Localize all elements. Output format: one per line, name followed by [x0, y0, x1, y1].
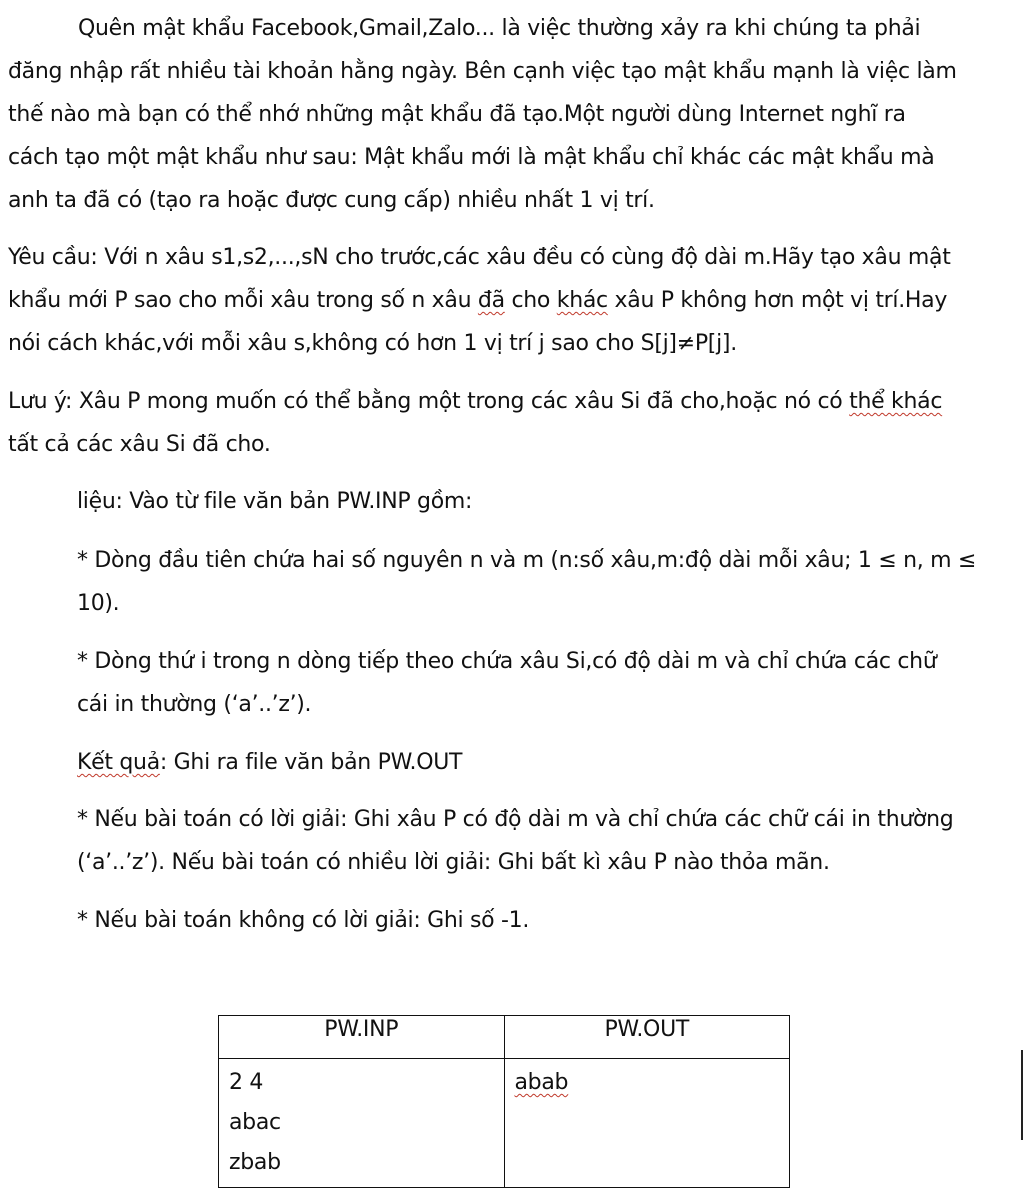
output-heading-text: : Ghi ra file văn bản PW.OUT — [159, 750, 463, 775]
table-cell-input — [219, 1059, 505, 1188]
intro-line: thế nào mà bạn có thể nhớ những mật khẩu đã tạo.Một người dùng Internet nghĩ ra — [8, 102, 906, 127]
spellcheck-word: thể khác — [849, 389, 943, 414]
requirement-line: Yêu cầu: Với n xâu s1,s2,...,sN cho trước,các xâu đều có cùng độ dài m.Hãy tạo xâu mật — [8, 245, 951, 270]
output-bullet-2: * Nếu bài toán không có lời giải: Ghi số -1. — [77, 908, 530, 933]
table-cell-output — [504, 1059, 790, 1188]
table-header-output: PW.OUT — [504, 1016, 790, 1059]
note-text: Lưu ý: Xâu P mong muốn có thể bằng một trong các xâu Si đã cho,hoặc nó có — [8, 389, 850, 414]
example-table — [218, 1015, 790, 1188]
page-edge-divider — [1021, 1050, 1023, 1140]
table-header-input: PW.INP — [219, 1016, 505, 1059]
note-line: tất cả các xâu Si đã cho. — [8, 432, 271, 457]
requirement-text: cho — [504, 288, 557, 313]
input-bullet-1 — [77, 539, 1022, 625]
input-bullet-line: cái in thường (‘a’..’z’). — [77, 692, 312, 717]
output-bullet-line: * Nếu bài toán có lời giải: Ghi xâu P có độ dài m và chỉ chứa các chữ cái in thường — [77, 807, 954, 832]
table-header-row — [219, 1016, 790, 1059]
requirement-line — [8, 279, 1018, 322]
output-heading — [77, 741, 1022, 784]
requirement-line: nói cách khác,với mỗi xâu s,không có hơn 1 vị trí j sao cho S[j]≠P[j]. — [8, 331, 737, 356]
spellcheck-word: khác — [556, 288, 608, 313]
input-heading: liệu: Vào từ file văn bản PW.INP gồm: — [77, 489, 473, 514]
input-line: 2 4 — [229, 1070, 264, 1095]
requirement-text: xâu P không hơn một vị trí.Hay — [607, 288, 948, 313]
input-bullet-2 — [77, 640, 1022, 726]
output-line — [515, 1063, 780, 1103]
requirement-text: khẩu mới P sao cho mỗi xâu trong số n xâu — [8, 288, 478, 313]
intro-line: anh ta đã có (tạo ra hoặc được cung cấp) nhiều nhất 1 vị trí. — [8, 188, 655, 213]
input-line: abac — [229, 1110, 281, 1135]
intro-paragraph — [8, 7, 1018, 222]
table-row — [219, 1059, 790, 1188]
note-line — [8, 380, 1018, 423]
intro-line: cách tạo một mật khẩu như sau: Mật khẩu mới là mật khẩu chỉ khác các mật khẩu mà — [8, 145, 935, 170]
output-bullet-line: (‘a’..’z’). Nếu bài toán có nhiều lời giải: Ghi bất kì xâu P nào thỏa mãn. — [77, 850, 830, 875]
input-bullet-line: * Dòng thứ i trong n dòng tiếp theo chứa xâu Si,có độ dài m và chỉ chứa các chữ — [77, 649, 937, 674]
input-line: zbab — [229, 1150, 281, 1175]
output-value: abab — [514, 1070, 569, 1095]
requirement-paragraph — [8, 236, 1018, 365]
intro-line: đăng nhập rất nhiều tài khoản hằng ngày. Bên cạnh việc tạo mật khẩu mạnh là việc làm — [8, 59, 957, 84]
input-bullet-line: 10). — [77, 591, 120, 616]
spellcheck-word: đã — [477, 288, 505, 313]
intro-line: Quên mật khẩu Facebook,Gmail,Zalo... là việc thường xảy ra khi chúng ta phải — [78, 16, 921, 41]
input-bullet-line: * Dòng đầu tiên chứa hai số nguyên n và m (n:số xâu,m:độ dài mỗi xâu; 1 ≤ n, m ≤ — [77, 548, 977, 573]
output-bullet-1 — [77, 798, 1022, 884]
spellcheck-word: Kết quả — [77, 750, 160, 775]
note-paragraph — [8, 380, 1018, 466]
